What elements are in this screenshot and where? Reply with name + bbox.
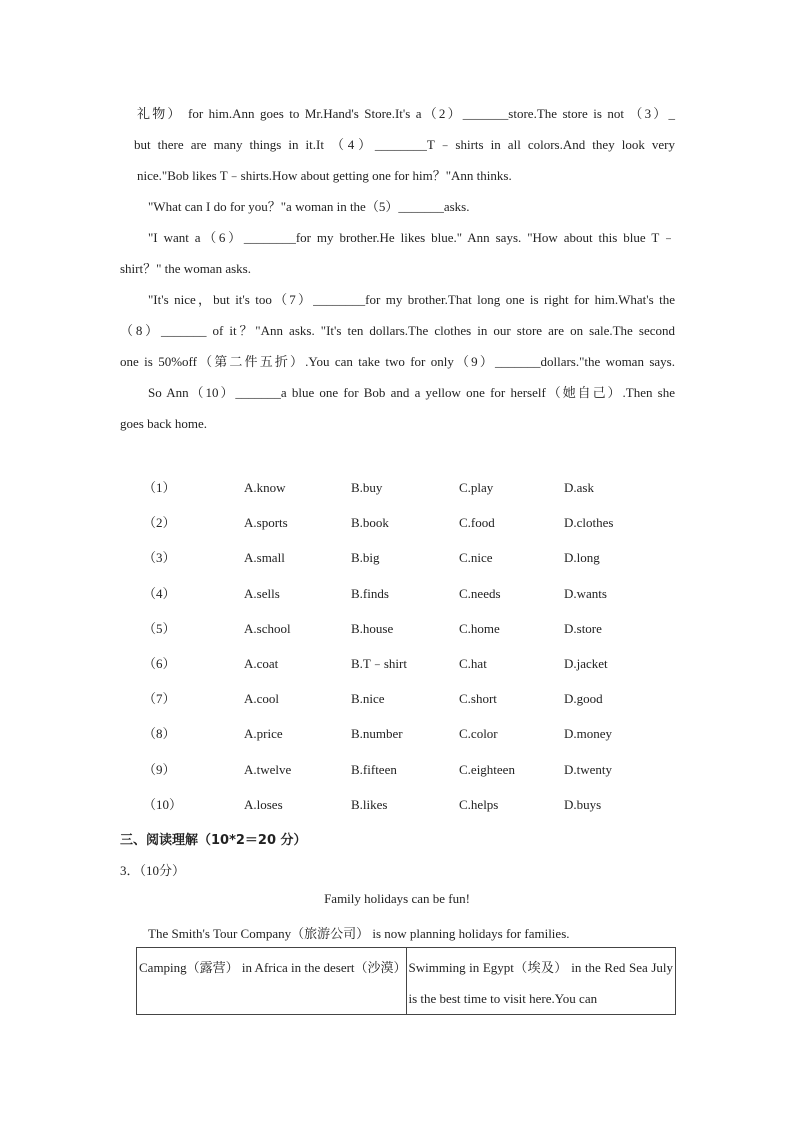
holiday-table <box>136 947 676 1015</box>
option-a: A.coat <box>244 656 279 671</box>
option-c: C.food <box>459 515 495 530</box>
option-number: （3） <box>143 550 176 565</box>
option-c: C.hat <box>459 656 487 671</box>
option-a: A.sells <box>244 586 280 601</box>
passage-title: Family holidays can be fun! <box>324 891 470 906</box>
passage-line: shirt？" the woman asks. <box>120 261 251 276</box>
passage-line: （8）_______ of it？"Ann asks. "It's ten dollars.The clothes in our store are on sale.The second <box>120 323 675 338</box>
option-b: B.book <box>351 515 389 530</box>
option-c: C.short <box>459 691 497 706</box>
question-number: 3．（10分） <box>120 863 186 878</box>
passage-line: 礼物） for him.Ann goes to Mr.Hand's Store.It's a（2）_______store.The store is not （3）_ <box>137 106 675 121</box>
table-cell-swimming: Swimming in Egypt（埃及） in the Red Sea July is the best time to visit here.You can <box>406 948 676 1015</box>
option-c: C.play <box>459 480 494 495</box>
option-a: A.loses <box>244 797 283 812</box>
option-number: （10） <box>143 797 183 812</box>
passage-line: one is 50%off（第二件五折）.You can take two for only（9）_______dollars."the woman says. <box>120 354 675 369</box>
option-number: （9） <box>143 762 176 777</box>
passage-line: "It's nice，but it's too（7）________for my brother.That long one is right for him.What's the <box>148 292 675 307</box>
option-d: D.good <box>564 691 603 706</box>
passage-line: So Ann（10）_______a blue one for Bob and a yellow one for herself（她自己）.Then she <box>148 385 675 400</box>
passage-intro: The Smith's Tour Company（旅游公司） is now planning holidays for families. <box>148 926 570 941</box>
option-d: D.wants <box>564 586 607 601</box>
option-d: D.long <box>564 550 600 565</box>
option-c: C.color <box>459 726 498 741</box>
option-a: A.know <box>244 480 286 495</box>
option-b: B.number <box>351 726 403 741</box>
option-number: （6） <box>143 656 176 671</box>
option-d: D.jacket <box>564 656 608 671</box>
option-b: B.big <box>351 550 380 565</box>
passage-line: "What can I do for you？"a woman in the（5）_______asks. <box>148 199 470 214</box>
option-number: （2） <box>143 515 176 530</box>
option-d: D.ask <box>564 480 594 495</box>
option-a: A.small <box>244 550 285 565</box>
option-b: B.T﹣shirt <box>351 656 407 671</box>
cloze-passage <box>120 98 675 439</box>
option-b: B.house <box>351 621 394 636</box>
table-row <box>137 948 676 1015</box>
option-a: A.sports <box>244 515 288 530</box>
option-d: D.buys <box>564 797 602 812</box>
option-c: C.home <box>459 621 500 636</box>
passage-line: nice."Bob likes T﹣shirts.How about getting one for him？"Ann thinks. <box>137 168 512 183</box>
option-b: B.likes <box>351 797 388 812</box>
option-c: C.helps <box>459 797 499 812</box>
passage-line: "I want a（6）________for my brother.He likes blue." Ann says. "How about this blue T﹣ <box>148 230 675 245</box>
option-d: D.money <box>564 726 613 741</box>
option-number: （4） <box>143 586 176 601</box>
option-a: A.school <box>244 621 291 636</box>
section-heading: 三、阅读理解（10*2＝20 分） <box>120 833 307 848</box>
option-number: （7） <box>143 691 176 706</box>
option-c: C.nice <box>459 550 493 565</box>
table-cell-camping: Camping（露营） in Africa in the desert（沙漠） <box>137 948 407 1015</box>
option-d: D.twenty <box>564 762 613 777</box>
option-number: （5） <box>143 621 176 636</box>
option-b: B.finds <box>351 586 389 601</box>
option-number: （1） <box>143 480 176 495</box>
option-c: C.needs <box>459 586 501 601</box>
option-d: D.store <box>564 621 602 636</box>
passage-line: goes back home. <box>120 416 208 431</box>
passage-line: but there are many things in it.It （4）________T﹣shirts in all colors.And they look very <box>134 137 675 152</box>
option-a: A.cool <box>244 691 280 706</box>
option-a: A.twelve <box>244 762 292 777</box>
option-b: B.fifteen <box>351 762 397 777</box>
option-b: B.nice <box>351 691 385 706</box>
option-a: A.price <box>244 726 283 741</box>
option-b: B.buy <box>351 480 383 495</box>
option-number: （8） <box>143 726 176 741</box>
option-c: C.eighteen <box>459 762 515 777</box>
option-d: D.clothes <box>564 515 614 530</box>
